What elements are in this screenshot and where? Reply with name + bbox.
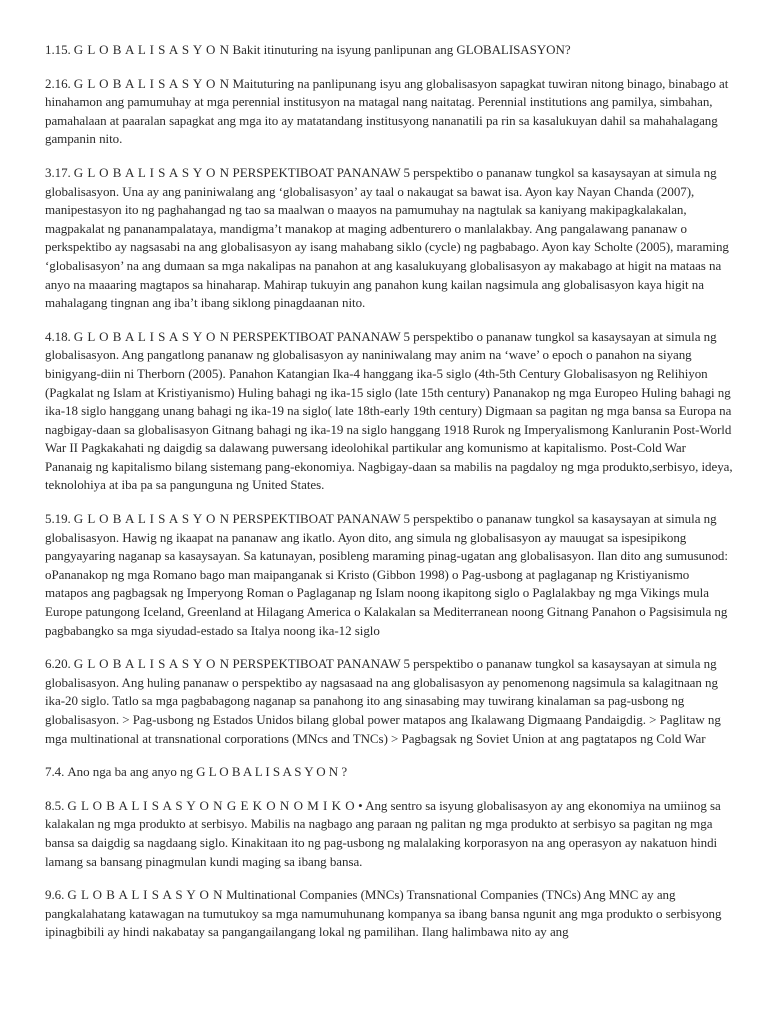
- paragraph-text: Multinational Companies (MNCs) Transnational Companies (TNCs) Ang MNC ay ang pangkalahatang katawagan na tumutukoy sa mga namumuhunang kompanya sa ibang bansa ngunit ang mga produkto o serbisyong ipinagbibili ay hindi nakabatay sa pangangailangang lokal ng pamilihan. Ilang halimbawa nito ay ang: [45, 887, 722, 940]
- paragraph-text: PERSPEKTIBOAT PANANAW 5 perspektibo o pananaw tungkol sa kasaysayan at simula ng globalisasyon. Ang pangatlong pananaw ng globalisasyon ay naniniwalang may anim na ‘wave’ o epoch o panahon na siyang binigyang-diin ni Therborn (2005). Panahon Katangian Ika-4 hanggang ika-5 siglo (4th-5th Century Globalisasyon ng Relihiyon (Pagkalat ng Islam at Kristiyanismo) Huling bahagi ng ika-15 siglo (late 15th century) Pananakop ng mga Europeo Huling bahagi ng ika-18 siglo hanggang unang bahagi ng ika-19 na siglo( late 18th-early 19th century) Digmaan sa pagitan ng mga bansa sa Europa na nagbigay-daan sa globalisasyon Gitnang bahagi ng ika-19 na siglo hanggang 1918 Rurok ng Imperyalismong Kanluranin Post-World War II Pagkakahati ng daigdig sa dalawang puwersang ideolohikal partikular ang komunismo at kapitalismo. Post-Cold War Pananaig ng kapitalismo bilang sistemang pang-ekonomiya. Nagbigay-daan sa mabilis na pagdaloy ng mga produkto,serbisyo, ideya, teknolohiya at iba pa sa pangunguna ng United States.: [45, 328, 733, 493]
- paragraph-keyword: G L O B A L I S A S Y O N G E K O N O M I K O: [67, 797, 356, 813]
- paragraph-number: 4.18.: [45, 328, 71, 344]
- paragraph-7-4: [45, 763, 735, 782]
- paragraph-6-20: [45, 655, 735, 748]
- paragraph-text: PERSPEKTIBOAT PANANAW 5 perspektibo o pananaw tungkol sa kasaysayan at simula ng globalisasyon. Ang huling pananaw o perspektibo ay nagsasaad na ang globalisasyon ay penomenong nagsimula sa kalagitnaan ng ika-20 siglo. Tatlo sa mga pagbabagong naganap sa panahong ito ang sinasabing may tuwirang kinalaman sa pag-usbong ng globalisasyon. > Pag-usbong ng Estados Unidos bilang global power matapos ang Ikalawang Digmaang Pandaigdig. > Paglitaw ng mga multinational at transnational corporations (MNcs and TNCs) > Pagbagsak ng Soviet Union at ang pagtatapos ng Cold War: [45, 656, 721, 746]
- paragraph-text: PERSPEKTIBOAT PANANAW 5 perspektibo o pananaw tungkol sa kasaysayan at simula ng globalisasyon. Hawig ng ikaapat na pananaw ang ikatlo. Ayon dito, ang simula ng globalisasyon ay mauugat sa ispesipikong pangyayaring naganap sa kasaysayan. Sa katunayan, posibleng maraming pinag-ugatan ang globalisasyon. Ilan dito ang sumusunod: oPananakop ng mga Romano bago man maipanganak si Kristo (Gibbon 1998) o Pag-usbong at paglaganap ng Kristiyanismo matapos ang pagbagsak ng Imperyong Roman o Paglaganap ng Islam noong ikapitong siglo o Paglalakbay ng mga Vikings mula Europe patungong Iceland, Greenland at Hilagang America o Kalakalan sa Mediterranean noong Gitnang Panahon o Pagsisimula ng pagbabangko sa mga siyudad-estado sa Italya noong ika-12 siglo: [45, 511, 728, 638]
- paragraph-keyword: G L O B A L I S A S Y O N: [73, 164, 230, 180]
- paragraph-keyword: G L O B A L I S A S Y O N: [67, 887, 224, 903]
- paragraph-number: 7.4.: [45, 764, 65, 780]
- paragraph-9-6: [45, 886, 735, 942]
- paragraph-number: 6.20.: [45, 656, 71, 672]
- paragraph-1-15: [45, 41, 735, 60]
- document-body: [45, 41, 735, 957]
- paragraph-text: Bakit itinuturing na isyung panlipunan ang GLOBALISASYON?: [232, 42, 571, 57]
- paragraph-keyword: G L O B A L I S A S Y O N: [73, 75, 230, 91]
- paragraph-number: 2.16.: [45, 75, 71, 91]
- paragraph-number: 9.6.: [45, 887, 65, 903]
- paragraph-4-18: [45, 328, 735, 495]
- paragraph-keyword: G L O B A L I S A S Y O N: [73, 656, 230, 672]
- paragraph-8-5: [45, 797, 735, 871]
- paragraph-number: 8.5.: [45, 797, 65, 813]
- paragraph-keyword: G L O B A L I S A S Y O N: [73, 42, 230, 57]
- paragraph-number: 1.15.: [45, 42, 71, 57]
- paragraph-keyword: G L O B A L I S A S Y O N: [73, 511, 230, 527]
- paragraph-text: Ano nga ba ang anyo ng G L O B A L I S A S Y O N ?: [67, 764, 348, 780]
- paragraph-text: Maituturing na panlipunang isyu ang globalisasyon sapagkat tuwiran nitong binago, binabago at hinahamon ang pamumuhay at mga perennial institusyon na matagal nang naitatag. Perennial institutions ang pamilya, simbahan, pamahalaan at paaralan sapagkat ang mga ito ay matatandang institusyong nananatili pa rin sa kasalukuyan dahil sa mahahalagang gampanin nito.: [45, 75, 729, 147]
- paragraph-number: 5.19.: [45, 511, 71, 527]
- paragraph-text: • Ang sentro sa isyung globalisasyon ay ang ekonomiya na umiinog sa kalakalan ng mga produkto at serbisyo. Mabilis na nagbago ang paraan ng palitan ng mga produkto at serbisyo sa pagitan ng mga bansa sa daigdig sa nagdaang siglo. Kinakitaan ito ng pag-usbong ng malalaking korporasyon na ang operasyon ay nakatuon hindi lamang sa bansang pinagmulan kundi maging sa ibang bansa.: [45, 797, 721, 869]
- paragraph-5-19: [45, 510, 735, 640]
- paragraph-text: PERSPEKTIBOAT PANANAW 5 perspektibo o pananaw tungkol sa kasaysayan at simula ng globalisasyon. Una ay ang paniniwalang ang ‘globalisasyon’ ay taal o nakaugat sa bawat isa. Ayon kay Nayan Chanda (2007), manipestasyon ito ng paghahangad ng tao sa maalwan o maayos na pamumuhay na nagtulak sa kaniyang makipagkalakalan, magpakalat ng pananampalataya, mandigma’t manakop at maging adbenturero o manlalakbay. Ang pangalawang pananaw o perkspektibo ay nagsasabi na ang globalisasyon ay isang mahabang siklo (cycle) ng pagbabago. Ayon kay Scholte (2005), maraming ‘globalisasyon’ na ang dumaan sa mga nakalipas na panahon at ang kasalukuyang globalisasyon ay makabago at higit na mataas na anyo na maaaring magtapos sa hinaharap. Mahirap tukuyin ang panahon kung kailan nagsimula ang globalisasyon kaya higit na mahalagang tingnan ang iba’t ibang siklong pinagdaanan nito.: [45, 164, 729, 311]
- paragraph-number: 3.17.: [45, 164, 71, 180]
- paragraph-keyword: G L O B A L I S A S Y O N: [73, 328, 230, 344]
- paragraph-3-17: [45, 164, 735, 313]
- paragraph-2-16: [45, 75, 735, 149]
